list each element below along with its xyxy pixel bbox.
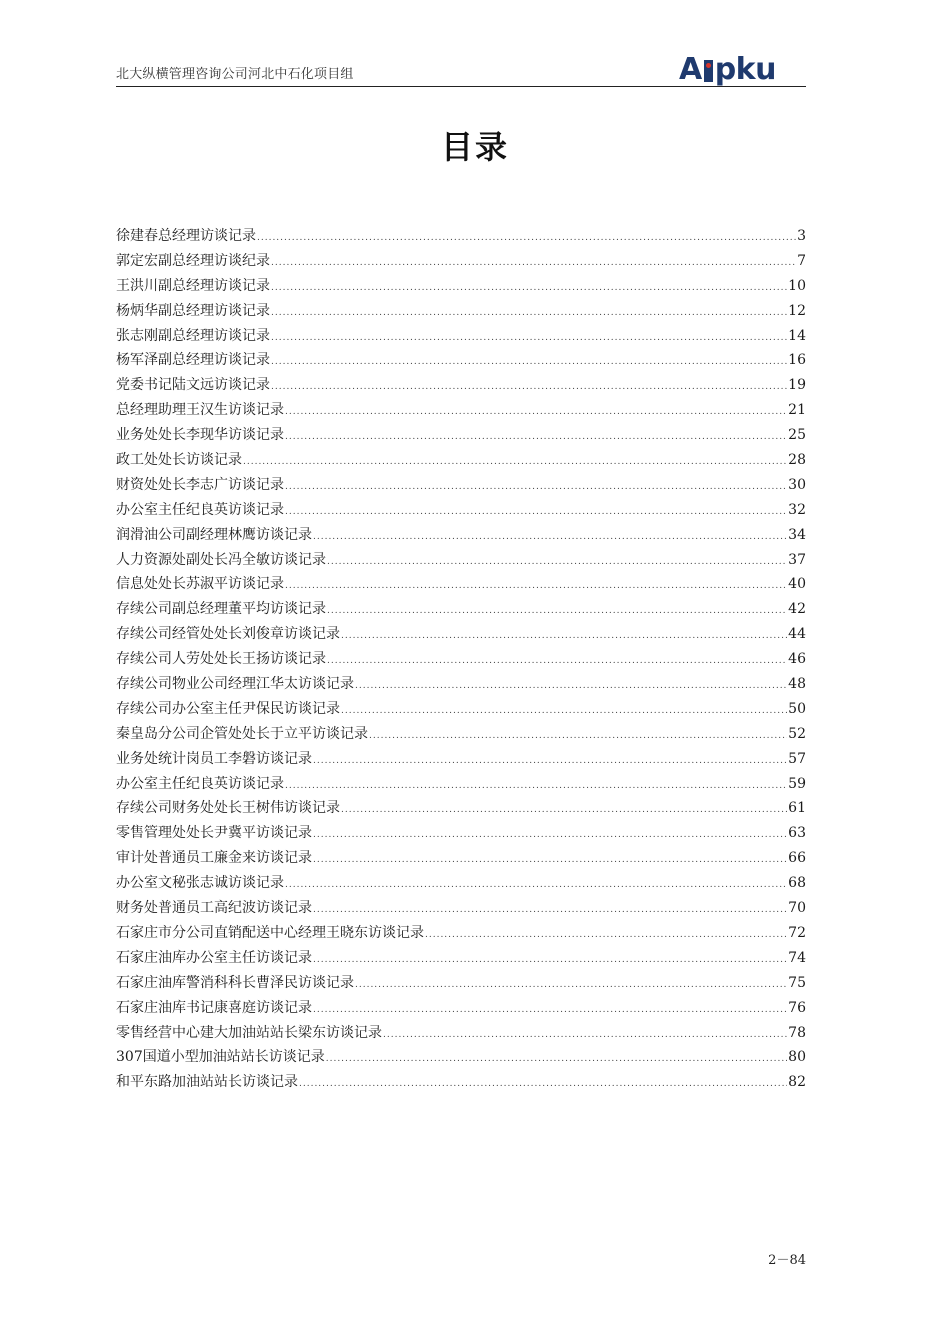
toc-leader-dots (341, 624, 787, 649)
toc-leader-dots (299, 1072, 787, 1097)
page-title: 目录 (440, 128, 509, 166)
toc-leader-dots (313, 848, 787, 873)
toc-entry[interactable] (116, 796, 806, 821)
toc-entry-page[interactable]: 61 (788, 800, 806, 817)
toc-entry-page[interactable]: 3 (797, 228, 806, 244)
toc-leader-dots (327, 550, 787, 575)
toc-entry-title[interactable]: 王洪川副总经理访谈记录 (116, 277, 270, 294)
toc-entry[interactable] (116, 448, 806, 473)
toc-entry-page[interactable]: 75 (788, 974, 806, 991)
toc-entry-page[interactable]: 32 (788, 501, 806, 518)
toc-entry-title[interactable]: 财务处普通员工高纪波访谈记录 (116, 900, 312, 917)
toc-leader-dots (285, 574, 787, 599)
toc-entry-page[interactable]: 82 (788, 1074, 806, 1091)
toc-entry[interactable] (116, 871, 806, 896)
toc-entry[interactable] (116, 996, 806, 1021)
toc-leader-dots (327, 649, 787, 674)
toc-entry-title[interactable]: 和平东路加油站站长访谈记录 (116, 1074, 298, 1091)
toc-entry[interactable] (116, 772, 806, 797)
toc-entry[interactable] (116, 921, 806, 946)
toc-entry[interactable] (116, 846, 806, 871)
toc-leader-dots (271, 276, 787, 301)
toc-entry-page[interactable]: 14 (788, 327, 806, 344)
toc-leader-dots (257, 226, 796, 251)
toc-entry-title[interactable]: 存续公司副总经理董平均访谈记录 (116, 601, 326, 618)
toc-entry-title[interactable]: 杨炳华副总经理访谈记录 (116, 302, 270, 319)
toc-entry-page[interactable]: 21 (788, 402, 806, 419)
toc-leader-dots (425, 923, 787, 948)
toc-entry[interactable] (116, 821, 806, 846)
toc-entry-page[interactable]: 59 (788, 775, 806, 792)
logo-text-left: A (678, 52, 702, 87)
toc-leader-dots (243, 450, 787, 475)
toc-entry-title[interactable]: 存续公司物业公司经理江华太访谈记录 (116, 676, 354, 693)
toc-entry[interactable] (116, 274, 806, 299)
toc-leader-dots (326, 1047, 787, 1072)
toc-entry-page[interactable]: 52 (788, 725, 806, 742)
toc-entry-title[interactable]: 财资处处长李志广访谈记录 (116, 476, 284, 493)
toc-entry-title[interactable]: 零售经营中心建大加油站站长梁东访谈记录 (116, 1024, 382, 1041)
toc-leader-dots (285, 475, 787, 500)
toc-entry-title[interactable]: 郭定宏副总经理访谈纪录 (116, 252, 270, 269)
table-of-contents (116, 224, 806, 1095)
toc-entry-title[interactable]: 信息处处长苏淑平访谈记录 (116, 576, 284, 593)
toc-entry[interactable] (116, 1021, 806, 1046)
toc-entry[interactable] (116, 373, 806, 398)
toc-entry[interactable] (116, 672, 806, 697)
toc-leader-dots (285, 425, 787, 450)
toc-entry[interactable] (116, 324, 806, 349)
toc-entry-page[interactable]: 37 (788, 551, 806, 568)
toc-entry-title[interactable]: 徐建春总经理访谈记录 (116, 228, 256, 244)
toc-leader-dots (369, 724, 787, 749)
toc-entry-page[interactable]: 25 (788, 427, 806, 444)
toc-leader-dots (285, 400, 787, 425)
toc-entry-page[interactable]: 63 (788, 825, 806, 842)
toc-entry[interactable] (116, 697, 806, 722)
toc-leader-dots (341, 699, 787, 724)
page-header (116, 52, 806, 87)
toc-leader-dots (327, 599, 787, 624)
toc-entry[interactable] (116, 398, 806, 423)
toc-entry-title[interactable]: 零售管理处处长尹冀平访谈记录 (116, 825, 312, 842)
toc-entry-page[interactable]: 34 (788, 526, 806, 543)
toc-entry-title[interactable]: 秦皇岛分公司企管处处长于立平访谈记录 (116, 725, 368, 742)
toc-entry-page[interactable]: 78 (788, 1024, 806, 1041)
toc-leader-dots (355, 674, 787, 699)
toc-entry-title[interactable]: 办公室文秘张志诚访谈记录 (116, 875, 284, 892)
toc-entry[interactable] (116, 498, 806, 523)
toc-leader-dots (313, 749, 787, 774)
toc-entry[interactable] (116, 572, 806, 597)
toc-leader-dots (285, 774, 787, 799)
toc-entry-page[interactable]: 44 (788, 626, 806, 643)
toc-leader-dots (271, 251, 796, 276)
toc-entry-title[interactable]: 石家庄油库书记康喜庭访谈记录 (116, 999, 312, 1016)
toc-entry[interactable] (116, 548, 806, 573)
toc-entry-title[interactable]: 张志刚副总经理访谈记录 (116, 327, 270, 344)
toc-entry-page[interactable]: 19 (788, 377, 806, 394)
toc-entry[interactable] (116, 299, 806, 324)
toc-entry-page[interactable]: 48 (788, 676, 806, 693)
toc-leader-dots (271, 375, 787, 400)
toc-entry-page[interactable]: 72 (788, 924, 806, 941)
toc-entry-page[interactable]: 30 (788, 476, 806, 493)
toc-entry[interactable] (116, 946, 806, 971)
toc-entry[interactable] (116, 423, 806, 448)
toc-entry[interactable] (116, 971, 806, 996)
toc-entry[interactable] (116, 348, 806, 373)
toc-entry-page[interactable]: 46 (788, 651, 806, 668)
toc-leader-dots (313, 898, 787, 923)
toc-leader-dots (313, 998, 787, 1023)
toc-entry-title[interactable]: 政工处处长访谈记录 (116, 452, 242, 469)
allpku-logo (678, 52, 776, 87)
toc-entry-title[interactable]: 石家庄油库警消科科长曹泽民访谈记录 (116, 974, 354, 991)
toc-entry[interactable] (116, 473, 806, 498)
toc-entry[interactable] (116, 523, 806, 548)
toc-entry-title[interactable]: 润滑油公司副经理林鹰访谈记录 (116, 526, 312, 543)
toc-entry-page[interactable]: 74 (788, 949, 806, 966)
toc-entry[interactable] (116, 722, 806, 747)
toc-entry-title[interactable]: 307国道小型加油站站长访谈记录 (116, 1049, 325, 1066)
toc-entry-page[interactable]: 42 (788, 601, 806, 618)
toc-entry-title[interactable]: 石家庄市分公司直销配送中心经理王晓东访谈记录 (116, 924, 424, 941)
toc-entry-title[interactable]: 总经理助理王汉生访谈记录 (116, 402, 284, 419)
toc-entry-title[interactable]: 办公室主任纪良英访谈记录 (116, 775, 284, 792)
page-number: 2－84 (768, 1253, 806, 1268)
toc-entry[interactable] (116, 1045, 806, 1070)
toc-leader-dots (383, 1023, 787, 1048)
toc-entry[interactable] (116, 747, 806, 772)
toc-entry-page[interactable]: 80 (788, 1049, 806, 1066)
toc-entry-page[interactable]: 40 (788, 576, 806, 593)
toc-entry-page[interactable]: 57 (788, 750, 806, 767)
toc-entry-page[interactable]: 66 (788, 850, 806, 867)
toc-leader-dots (313, 823, 787, 848)
toc-leader-dots (285, 873, 787, 898)
toc-entry-page[interactable]: 28 (788, 452, 806, 469)
toc-leader-dots (341, 798, 787, 823)
toc-entry-title[interactable]: 石家庄油库办公室主任访谈记录 (116, 949, 312, 966)
toc-entry-title[interactable]: 审计处普通员工廉金来访谈记录 (116, 850, 312, 867)
toc-leader-dots (271, 326, 787, 351)
toc-entry-title[interactable]: 杨军泽副总经理访谈记录 (116, 352, 270, 369)
toc-leader-dots (313, 948, 787, 973)
toc-entry-page[interactable]: 7 (797, 252, 806, 269)
toc-entry-page[interactable]: 70 (788, 900, 806, 917)
logo-text-right: pku (714, 52, 776, 87)
toc-entry-title[interactable]: 业务处处长李现华访谈记录 (116, 427, 284, 444)
toc-entry-page[interactable]: 68 (788, 875, 806, 892)
toc-entry-title[interactable]: 业务处统计岗员工李磐访谈记录 (116, 750, 312, 767)
toc-entry[interactable] (116, 896, 806, 921)
toc-entry[interactable] (116, 249, 806, 274)
toc-entry-page[interactable]: 16 (788, 352, 806, 369)
toc-entry-page[interactable]: 76 (788, 999, 806, 1016)
toc-entry[interactable] (116, 622, 806, 647)
toc-entry-title[interactable]: 存续公司经管处处长刘俊章访谈记录 (116, 626, 340, 643)
toc-leader-dots (285, 500, 787, 525)
toc-entry-title[interactable]: 存续公司办公室主任尹保民访谈记录 (116, 700, 340, 717)
toc-entry[interactable] (116, 597, 806, 622)
toc-entry-page[interactable]: 12 (788, 302, 806, 319)
logo-mark-icon (704, 60, 713, 82)
toc-leader-dots (313, 525, 787, 550)
toc-entry-title[interactable]: 存续公司财务处处长王树伟访谈记录 (116, 800, 340, 817)
toc-entry-title[interactable]: 办公室主任纪良英访谈记录 (116, 501, 284, 518)
toc-entry-page[interactable]: 10 (788, 277, 806, 294)
toc-leader-dots (355, 973, 787, 998)
toc-leader-dots (271, 350, 787, 375)
toc-entry-title[interactable]: 人力资源处副处长冯全敏访谈记录 (116, 551, 326, 568)
toc-entry[interactable] (116, 224, 806, 249)
toc-leader-dots (271, 301, 787, 326)
toc-entry[interactable] (116, 1070, 806, 1095)
toc-entry-title[interactable]: 存续公司人劳处处长王扬访谈记录 (116, 651, 326, 668)
toc-entry-page[interactable]: 50 (788, 700, 806, 717)
header-org-name: 北大纵横管理咨询公司河北中石化项目组 (116, 67, 354, 82)
toc-entry-title[interactable]: 党委书记陆文远访谈记录 (116, 377, 270, 394)
toc-entry[interactable] (116, 647, 806, 672)
